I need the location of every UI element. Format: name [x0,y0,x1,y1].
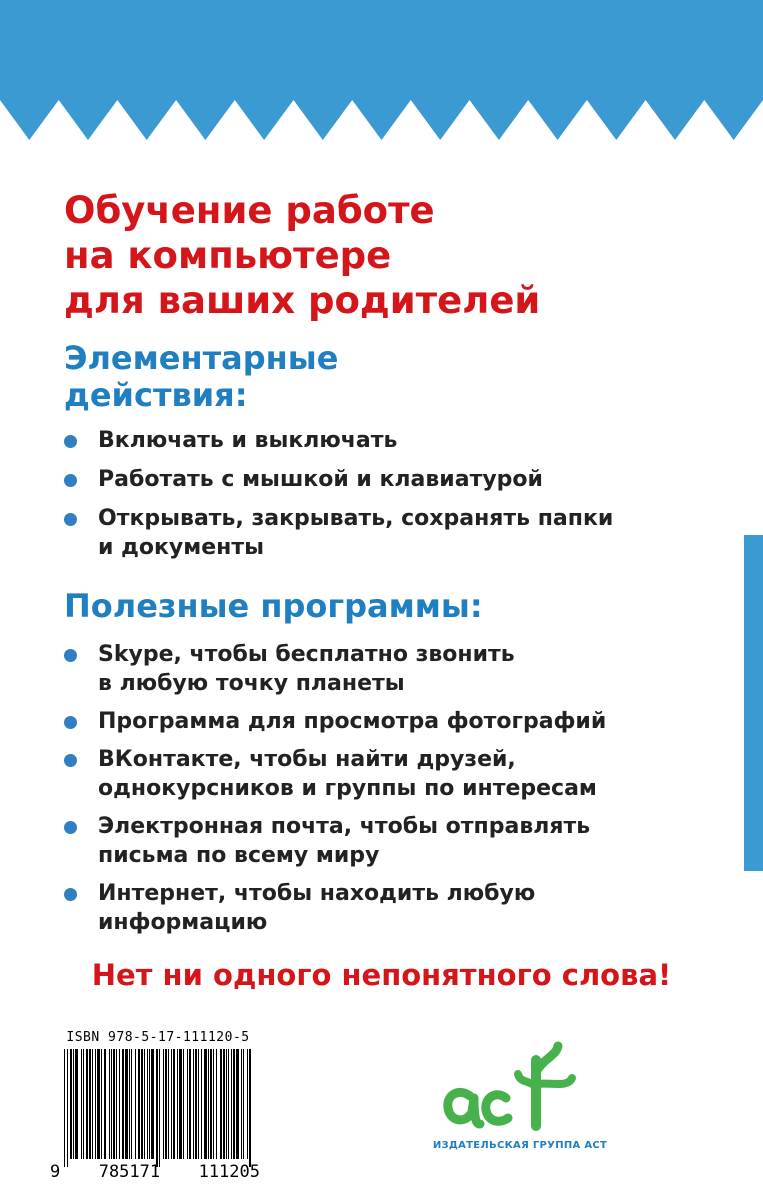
barcode-bar [249,1049,251,1167]
list-item-line: Программа для просмотра фотографий [98,709,607,734]
list-item-line: Работать с мышкой и клавиатурой [98,467,543,492]
side-tab [744,535,763,871]
title-line-2: на компьютере [64,234,392,277]
list-item-line: Открывать, закрывать, сохранять папки [98,506,614,531]
barcode-bar [195,1049,197,1159]
barcode-bar [220,1049,222,1159]
barcode-bar [83,1049,84,1159]
top-zigzag-band [0,0,763,140]
barcode-bar [233,1049,235,1159]
publisher-logo [440,1038,590,1133]
barcode-bar [101,1049,102,1159]
barcode-bar [149,1049,150,1159]
barcode-bar [135,1049,136,1159]
barcode-bar [141,1049,143,1159]
title-line-3: для ваших родителей [64,279,541,322]
list-item-line: Электронная почта, чтобы отправлять [98,814,591,839]
barcode-bar [75,1049,78,1159]
logo-lettering [448,1046,572,1126]
barcode-bar [236,1049,239,1159]
barcode-bar [193,1049,194,1159]
list-item-line: письма по всему миру [98,843,380,868]
barcode-bar [213,1049,214,1159]
barcode-bar [187,1049,188,1159]
list-item-line: и документы [98,535,264,560]
barcode-bar [171,1049,172,1159]
barcode-bar [97,1049,100,1159]
barcode-bar [216,1049,217,1159]
list-item [64,879,724,937]
barcode-bar [151,1049,154,1159]
barcode-bar [241,1049,242,1159]
barcode-bar [189,1049,191,1159]
barcode [62,1049,254,1167]
barcode-bar [210,1049,212,1159]
barcode-bar [67,1049,68,1167]
bullet-icon [64,513,77,526]
barcode-bar [147,1049,148,1159]
barcode-bar [156,1049,158,1167]
slogan: Нет ни одного непонятного слова! [91,958,672,992]
section-heading-programs [64,588,483,625]
list-item [64,745,724,803]
barcode-bar [116,1049,117,1159]
section-heading-basic-line-2: действия: [64,376,248,414]
barcode-bar [201,1049,202,1159]
barcode-digit-group-1: 9 [50,1162,61,1182]
barcode-bar [159,1049,160,1167]
barcode-bar [231,1049,232,1159]
bullet-icon [64,821,77,834]
book-title [64,188,540,323]
barcode-bar [92,1049,93,1159]
barcode-bar [95,1049,96,1159]
barcode-bar [119,1049,120,1159]
bullet-icon [64,716,77,729]
barcode-bar [228,1049,229,1159]
barcode-bar [104,1049,106,1159]
list-item [64,465,724,494]
barcode-digit-group-3: 111205 [198,1162,260,1182]
barcode-bar [111,1049,112,1159]
bullet-icon [64,435,77,448]
barcode-bar [204,1049,207,1159]
bullet-icon [64,888,77,901]
barcode-bar [163,1049,164,1159]
barcode-bar [208,1049,209,1159]
barcode-bar [73,1049,74,1159]
list-item-line: ВКонтакте, чтобы найти друзей, [98,747,516,772]
barcode-bar [183,1049,184,1159]
barcode-bar [125,1049,128,1159]
bullet-icon [64,474,77,487]
barcode-bar [243,1049,244,1159]
barcode-bar [109,1049,110,1159]
title-line-1: Обучение работе [64,189,435,232]
barcode-bar [144,1049,145,1159]
list-item [64,426,724,455]
barcode-digits [50,1162,260,1182]
list-item [64,504,724,562]
barcode-bar [129,1049,130,1159]
list-item-line: в любую точку планеты [98,671,405,696]
barcode-digit-group-2: 785171 [98,1162,161,1182]
barcode-bar [173,1049,175,1159]
barcode-bar [168,1049,169,1159]
publisher-name: ИЗДАТЕЛЬСКАЯ ГРУППА АСТ [432,1140,608,1151]
barcode-bar [165,1049,167,1159]
barcode-bar [138,1049,140,1159]
section-heading-basic [64,340,338,414]
barcode-bar [86,1049,88,1159]
barcode-bar [131,1049,132,1159]
barcode-bar [179,1049,182,1159]
basic-actions-list [64,426,724,562]
barcode-bar [89,1049,91,1159]
list-item [64,812,724,870]
list-item-line: Skype, чтобы бесплатно звонить [98,642,515,667]
list-item [64,707,724,736]
barcode-bar [64,1049,65,1167]
bullet-icon [64,649,77,662]
barcode-bar [226,1049,227,1159]
list-item-line: Включать и выключать [98,428,398,453]
section-heading-programs-text: Полезные программы: [64,587,483,625]
barcode-bar [198,1049,199,1159]
barcode-bar [247,1049,248,1159]
isbn-text: ISBN 978-5-17-111120-5 [66,1030,250,1045]
list-item-line: информацию [98,910,268,935]
barcode-bar [177,1049,178,1159]
list-item-line: Интернет, чтобы находить любую [98,881,536,906]
useful-programs-list [64,640,724,937]
barcode-bar [223,1049,225,1159]
barcode-bar [113,1049,115,1159]
barcode-bar [122,1049,124,1159]
barcode-bar [81,1049,82,1159]
bullet-icon [64,754,77,767]
section-heading-basic-line-1: Элементарные [64,339,339,377]
barcode-bar [70,1049,72,1159]
list-item [64,640,724,698]
list-item-line: однокурсников и группы по интересам [98,776,597,801]
